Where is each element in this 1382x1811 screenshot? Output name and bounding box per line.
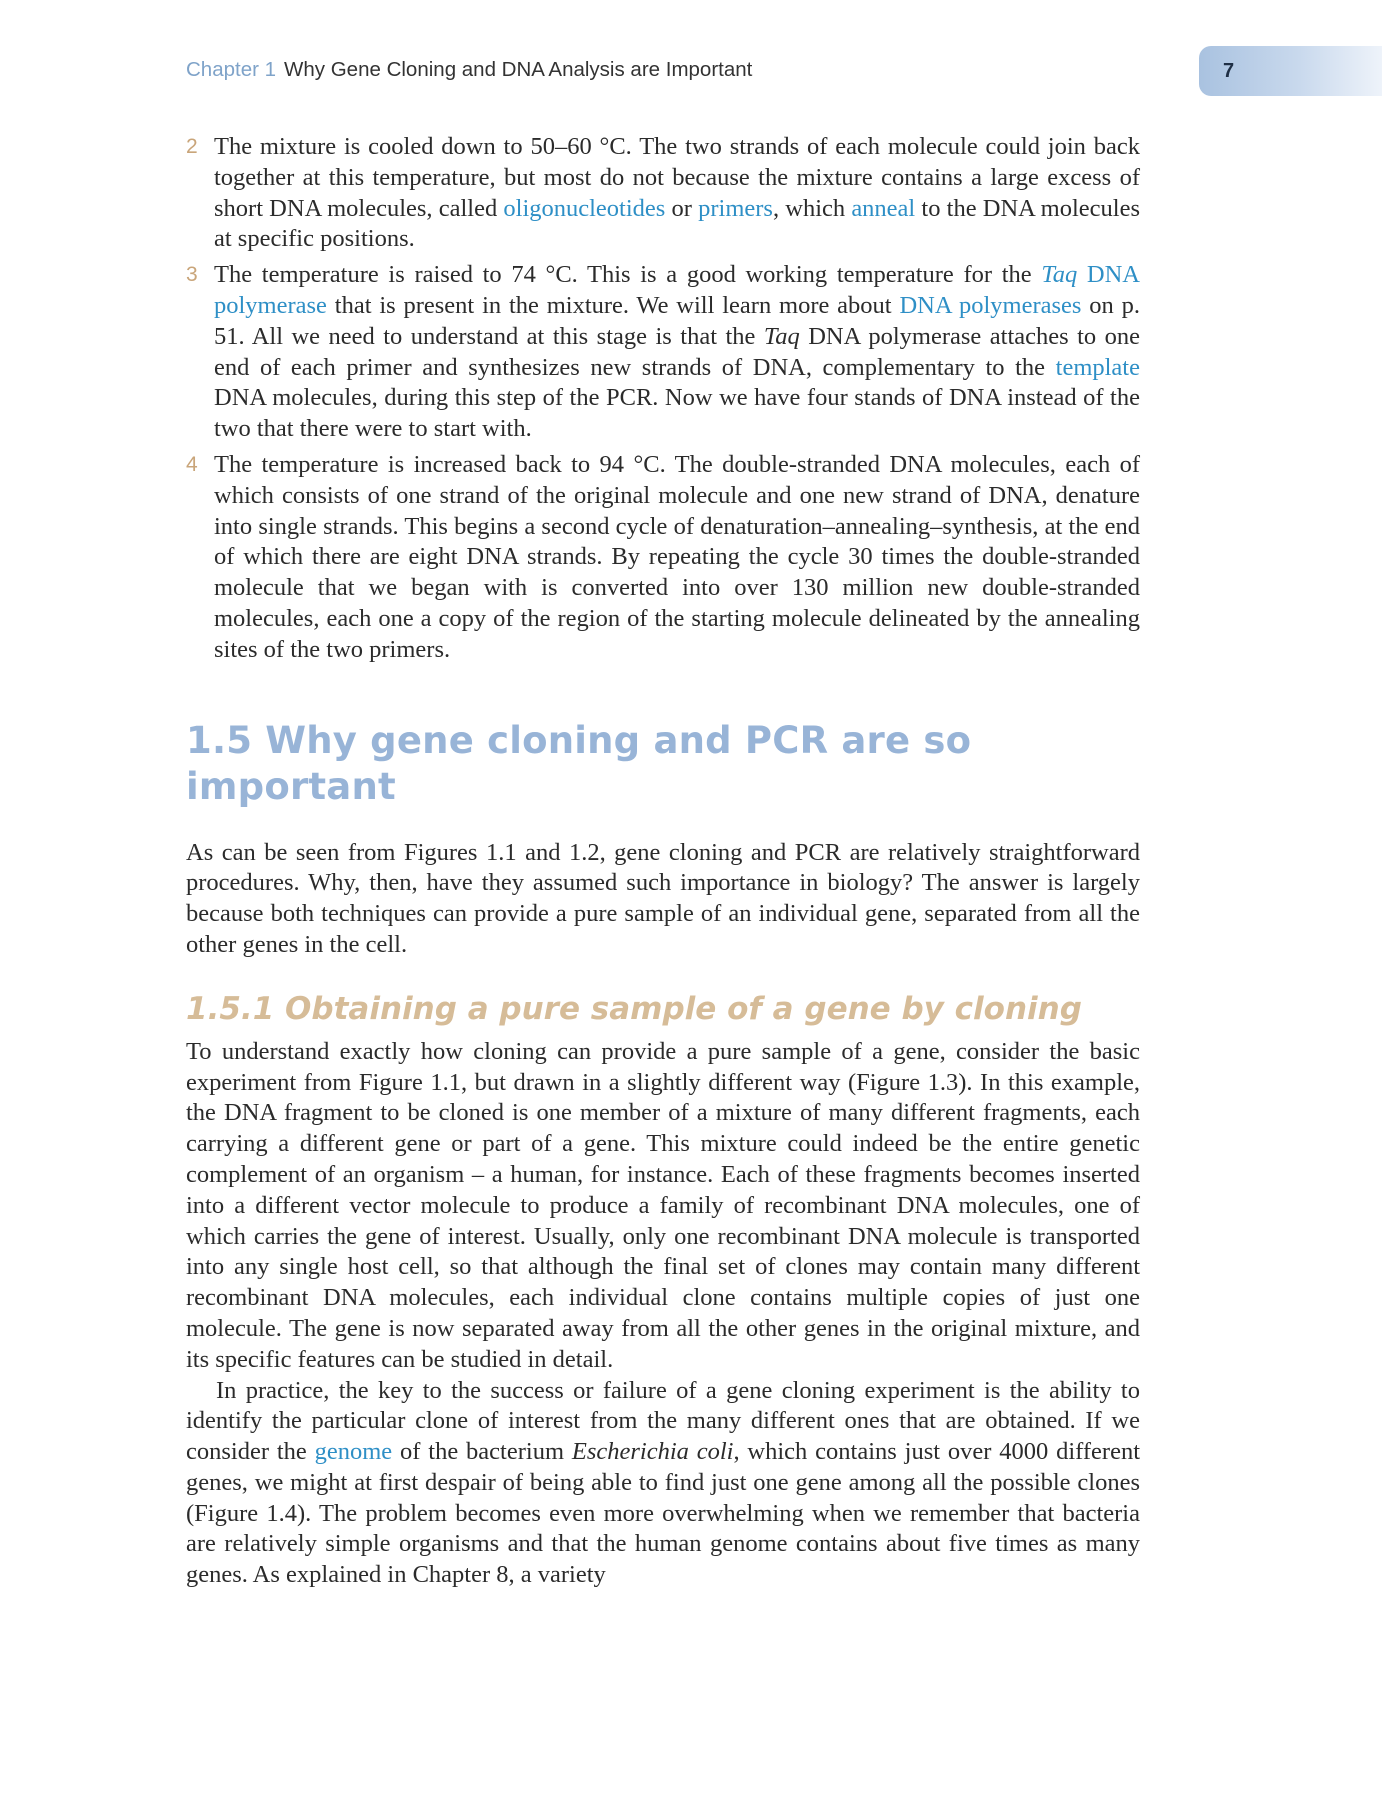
chapter-title: Why Gene Cloning and DNA Analysis are Important	[284, 58, 753, 81]
step-text: DNA molecules, during this step of the PCR. Now we have four stands of DNA instead of the two that there were to start with.	[214, 384, 1140, 443]
subsection-heading: 1.5.1 Obtaining a pure sample of a gene by cloning	[186, 990, 1082, 1027]
term-dna-polymerases[interactable]: DNA polymerases	[899, 291, 1082, 319]
step-text: DNA polymerase attaches to one end of each primer and synthesizes new strands of DNA, complementary to the	[214, 322, 1140, 381]
step-text: The temperature is increased back to 94 °C. The double-stranded DNA molecules, each of which consists of one strand of the original molecule and one new strand of DNA, denature into single strands. This begins a second cycle of denaturation–annealing–synthesis, at the end of which there are eight DNA strands. By repeating the cycle 30 times the double-stranded molecule that we began with is converted into over 130 million new double-stranded molecules, each one a copy of the region of the starting molecule delineated by the annealing sites of the two primers.	[214, 450, 1140, 663]
section-heading: 1.5 Why gene cloning and PCR are so important	[186, 718, 972, 808]
paragraph-text: In practice, the key to the success or failure of a gene cloning experiment is the ability to identify the particular clone of interest from the many different ones that are obtained. If we consider the	[186, 1376, 1140, 1466]
term-oligonucleotides[interactable]: oligonucleotides	[503, 194, 666, 222]
taq-italic: Taq	[763, 322, 800, 350]
pcr-steps-list	[186, 132, 1140, 666]
step-text: to the DNA molecules at specific positions.	[214, 194, 1141, 253]
step-text: The temperature is raised to 74 °C. This is a good working temperature for the	[214, 261, 1042, 289]
page-content	[186, 132, 1140, 1591]
step-3	[186, 260, 1140, 445]
step-number: 2	[186, 135, 198, 158]
step-text: that is present in the mixture. We will learn more about	[326, 291, 900, 319]
page-number-tab	[1199, 46, 1382, 96]
step-number: 4	[186, 452, 198, 476]
species-name: Escherichia coli	[571, 1438, 734, 1466]
term-primers[interactable]: primers	[698, 194, 773, 222]
section-intro-paragraph: As can be seen from Figures 1.1 and 1.2, gene cloning and PCR are relatively straightforward procedures. Why, then, have they assumed such importance in biology? The answer is largely because both techniques can provide a pure sample of an individual gene, separated from all the other genes in the cell.	[186, 838, 1140, 958]
body-paragraph	[186, 1376, 1140, 1592]
paragraph-text: of the bacterium	[392, 1438, 572, 1466]
step-2	[186, 132, 1140, 255]
step-text: or	[665, 194, 699, 222]
term-taq-italic: Taq	[1041, 261, 1078, 289]
term-template[interactable]: template	[1055, 353, 1140, 381]
term-anneal[interactable]: anneal	[851, 194, 916, 222]
term-genome[interactable]: genome	[314, 1438, 393, 1466]
step-text: on p. 51. All we need to understand at this stage is that the	[214, 291, 1140, 350]
step-text: , which	[772, 194, 852, 222]
term-taq-rest: DNA polymerase	[214, 261, 1140, 319]
page-number: 7	[1223, 60, 1235, 82]
chapter-label: Chapter 1	[186, 58, 277, 81]
paragraph-text: , which contains just over 4000 different genes, we might at first despair of being able to find just one gene among all the possible clones (Figure 1.4). The problem becomes even more overwhelming when we remember that bacteria are relatively simple organisms and that the human genome contains about five times as many genes. As explained in Chapter 8, a variety	[186, 1438, 1140, 1589]
step-number: 3	[186, 263, 198, 287]
step-text: The mixture is cooled down to 50–60 °C. The two strands of each molecule could join back together at this temperature, but most do not because the mixture contains a large excess of short DNA molecules, called	[214, 133, 1140, 222]
step-4	[186, 450, 1140, 666]
running-head	[186, 58, 752, 82]
body-paragraph: To understand exactly how cloning can provide a pure sample of a gene, consider the basic experiment from Figure 1.1, but drawn in a slightly different way (Figure 1.3). In this example, the DNA fragment to be cloned is one member of a mixture of many different fragments, each carrying a different gene or part of a gene. This mixture could indeed be the entire genetic complement of an organism – a human, for instance. Each of these fragments becomes inserted into a different vector molecule to produce a family of recombinant DNA molecules, one of which carries the gene of interest. Usually, only one recombinant DNA molecule is transported into any single host cell, so that although the final set of clones may contain many different recombinant DNA molecules, each individual clone contains multiple copies of just one molecule. The gene is now separated away from all the other genes in the original mixture, and its specific features can be studied in detail.	[186, 1037, 1140, 1373]
